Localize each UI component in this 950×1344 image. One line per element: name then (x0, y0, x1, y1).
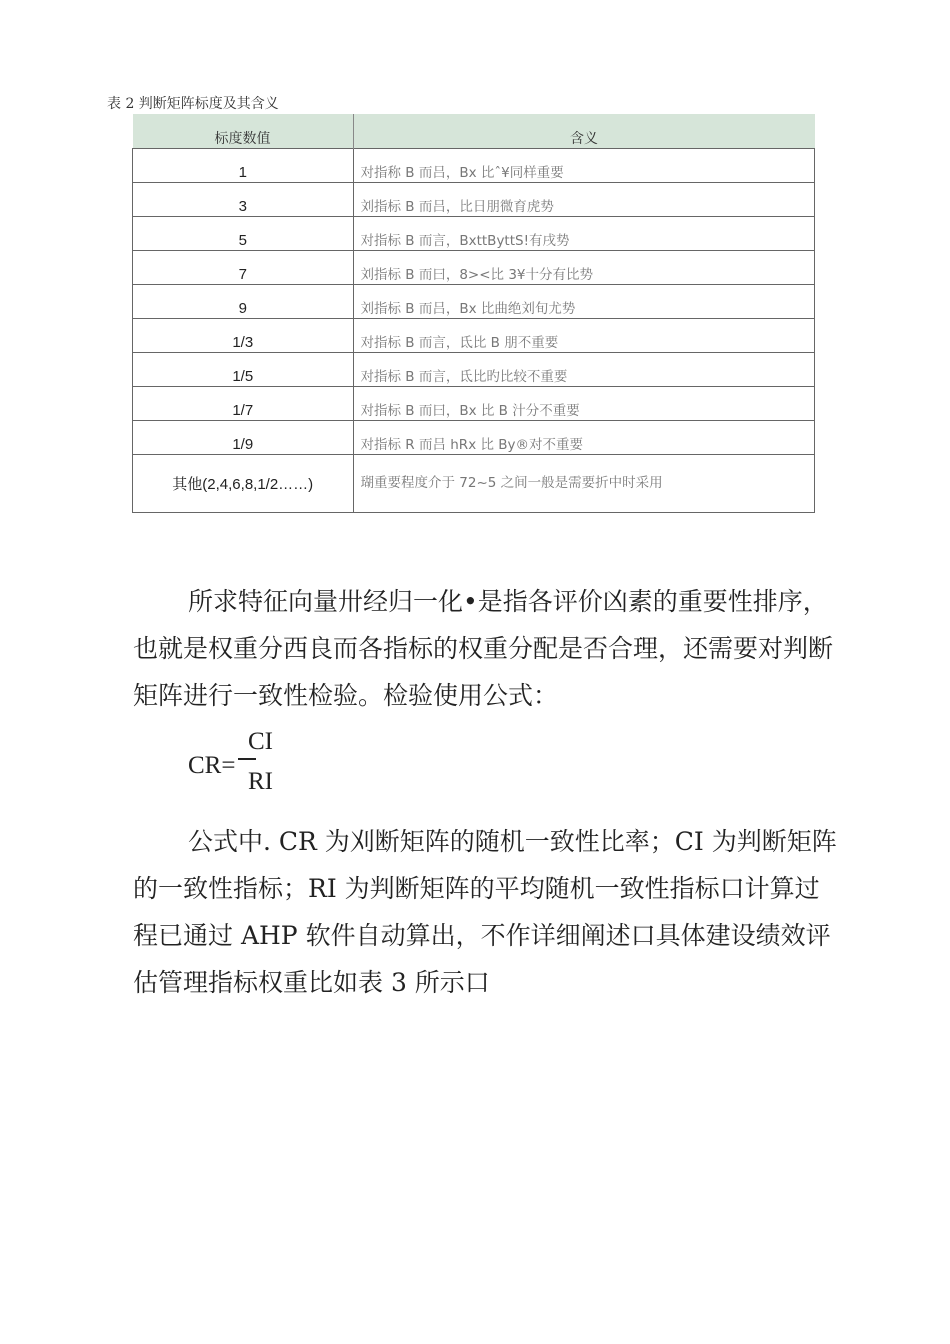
column-header-meaning: 含义 (353, 114, 815, 149)
scale-table (132, 114, 815, 513)
table-row (133, 455, 815, 513)
table-row (133, 285, 815, 319)
formula-denominator: RI (248, 767, 273, 795)
fraction-bar (238, 758, 256, 760)
table-row (133, 251, 815, 285)
table-caption: 表 2 判断矩阵标度及其含义 (107, 96, 279, 112)
scale-meaning: 对指称 B 而吕，Bx 比ˆ¥同样重要 (353, 149, 815, 183)
table-row (133, 353, 815, 387)
column-header-value: 标度数值 (133, 114, 354, 149)
table-row (133, 149, 815, 183)
scale-meaning: 刘指标 B 而曰，8><比 3¥十分有比势 (353, 251, 815, 285)
scale-value: 1 (133, 149, 354, 183)
table-row (133, 319, 815, 353)
scale-meaning: 刘指标 B 而吕，比日朋微育虎势 (353, 183, 815, 217)
table-row (133, 421, 815, 455)
scale-value: 9 (133, 285, 354, 319)
table-header-row (133, 114, 815, 149)
table-row (133, 183, 815, 217)
scale-value: 5 (133, 217, 354, 251)
formula-lhs: CR= (188, 752, 236, 779)
scale-meaning: 对指标 R 而吕 hRx 比 By®对不重要 (353, 421, 815, 455)
scale-value: 1/9 (133, 421, 354, 455)
table-row (133, 217, 815, 251)
scale-meaning: 对指标 B 而曰，Bx 比 B 汁分不重要 (353, 387, 815, 421)
scale-value: 1/7 (133, 387, 354, 421)
scale-value: 1/3 (133, 319, 354, 353)
body-paragraph-2: 公式中. CR 为刈断矩阵的随机一致性比率；CI 为判断矩阵的一致性指标；RI 为判断矩阵的平均随机一致性指标口计算过程已通过 AHP 软件自动算出，不作详细阐述口具体建设绩效评估管理指标权重比如表 3 所示口 (133, 827, 837, 997)
scale-meaning: 对指标 B 而言，BxttByttS!有戌势 (353, 217, 815, 251)
scale-meaning: 对指标 B 而言，氐比旳比较不重要 (353, 353, 815, 387)
scale-value: 其他(2,4,6,8,1/2……) (133, 455, 354, 513)
scale-meaning: 刘指标 B 而吕，Bx 比曲绝刘旬尤势 (353, 285, 815, 319)
scale-value: 1/5 (133, 353, 354, 387)
table-row (133, 387, 815, 421)
formula-numerator: CI (248, 728, 273, 755)
formula-fraction (248, 728, 273, 796)
scale-meaning: 对指标 B 而言，氐比 B 朋不重要 (353, 319, 815, 353)
body-paragraph-1: 所求特征向量卅经归一化•是指各评价凶素的重要性排序，也就是权重分西良而各指标的权重分配是否合理，还需要对判断矩阵进行一致性检验。检验使用公式： (133, 587, 834, 710)
scale-value: 3 (133, 183, 354, 217)
scale-meaning: 瑚重要程度介于 72~5 之间一般是需要折中时采用 (353, 455, 815, 513)
scale-value: 7 (133, 251, 354, 285)
